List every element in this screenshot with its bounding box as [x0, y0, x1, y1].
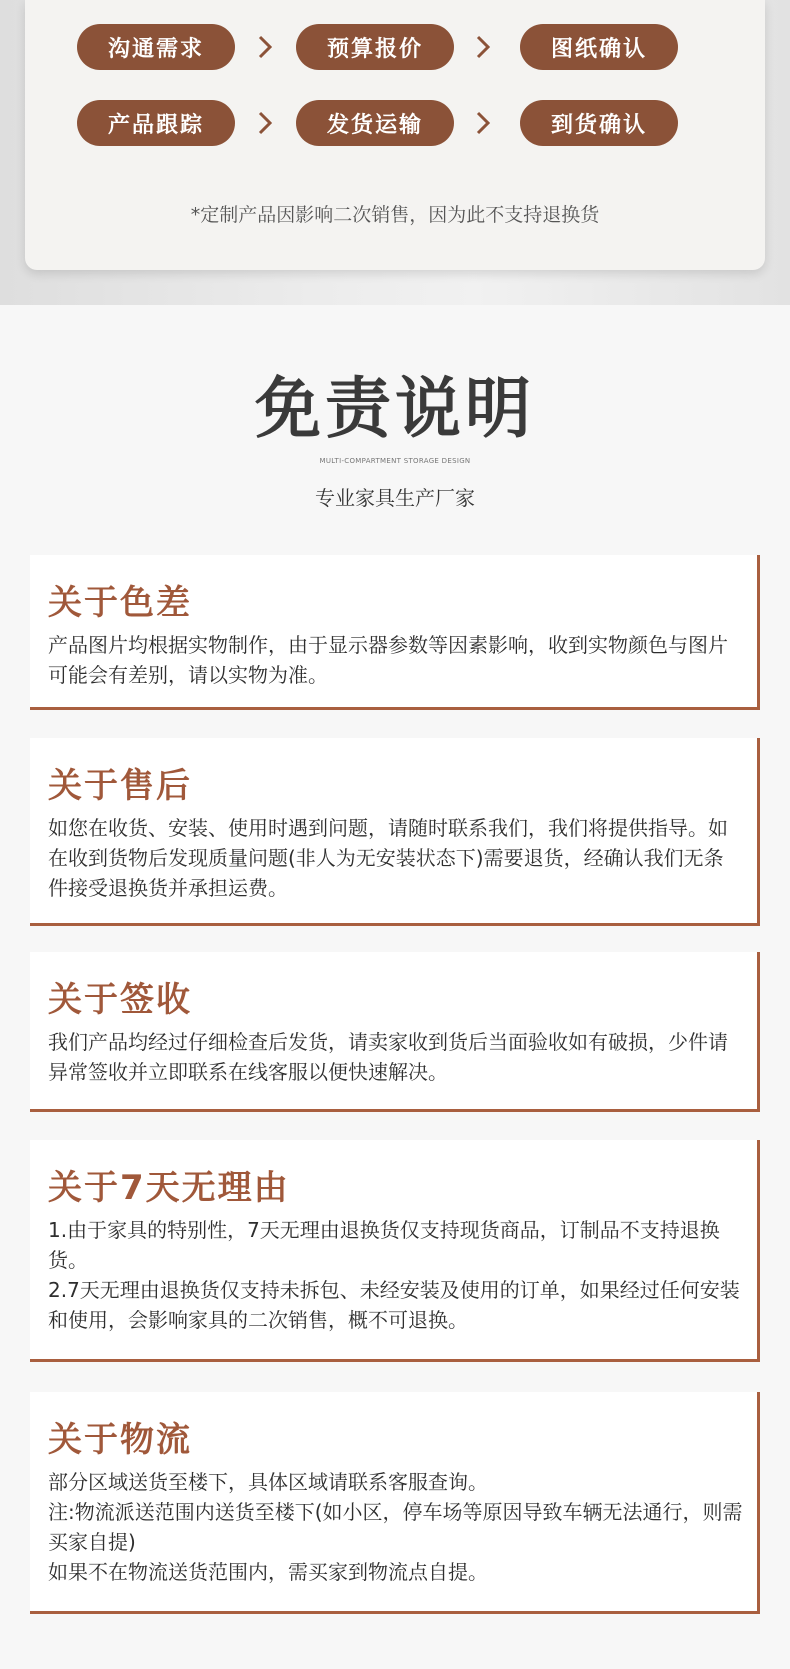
card-title: 关于售后 — [48, 766, 192, 806]
card-title: 关于色差 — [48, 583, 192, 623]
step-pill: 图纸确认 — [520, 24, 678, 70]
card-body — [48, 1215, 743, 1335]
step-pill: 预算报价 — [296, 24, 454, 70]
card-body — [48, 813, 743, 903]
card-seven-day-return — [30, 1140, 760, 1362]
subtitle-chinese: 专业家具生产厂家 — [315, 486, 475, 510]
card-logistics — [30, 1392, 760, 1614]
step-pill: 发货运输 — [296, 100, 454, 146]
process-card — [25, 0, 765, 270]
card-body — [48, 630, 743, 690]
card-text: 我们产品均经过仔细检查后发货，请卖家收到货后当面验收如有破损，少件请异常签收并立即联系在线客服以便快速解决。 — [48, 1030, 728, 1084]
card-receipt — [30, 952, 760, 1112]
card-body — [48, 1027, 743, 1087]
card-title: 关于物流 — [48, 1420, 192, 1460]
step-pill: 沟通需求 — [77, 24, 235, 70]
chevron-right-icon — [258, 111, 272, 135]
step-pill: 产品跟踪 — [77, 100, 235, 146]
card-text: 部分区域送货至楼下，具体区域请联系客服查询。 — [48, 1470, 488, 1494]
subtitle-english: MULTI-COMPARTMENT STORAGE DESIGN — [319, 457, 471, 465]
card-text: 产品图片均根据实物制作，由于显示器参数等因素影响，收到实物颜色与图片可能会有差别，请以实物为准。 — [48, 633, 728, 687]
card-text: 如您在收货、安装、使用时遇到问题，请随时联系我们，我们将提供指导。如在收到货物后发现质量问题(非人为无安装状态下)需要退货，经确认我们无条件接受退换货并承担运费。 — [48, 816, 728, 900]
chevron-right-icon — [476, 111, 490, 135]
step-pill: 到货确认 — [520, 100, 678, 146]
card-text: 2.7天无理由退换货仅支持未拆包、未经安装及使用的订单，如果经过任何安装和使用，会影响家具的二次销售，概不可退换。 — [48, 1278, 740, 1332]
process-section — [0, 0, 790, 305]
page-title: 免责说明 — [255, 369, 535, 447]
card-title: 关于7天无理由 — [48, 1168, 290, 1208]
card-text: 注:物流派送范围内送货至楼下(如小区，停车场等原因导致车辆无法通行，则需买家自提) — [48, 1500, 743, 1554]
chevron-right-icon — [258, 35, 272, 59]
chevron-right-icon — [476, 35, 490, 59]
card-title: 关于签收 — [48, 980, 192, 1020]
process-note: *定制产品因影响二次销售，因为此不支持退换货 — [190, 204, 600, 226]
card-body — [48, 1467, 743, 1587]
card-color-difference — [30, 555, 760, 710]
card-text: 1.由于家具的特别性，7天无理由退换货仅支持现货商品，订制品不支持退换货。 — [48, 1218, 720, 1272]
card-after-sales — [30, 738, 760, 926]
card-text: 如果不在物流送货范围内，需买家到物流点自提。 — [48, 1560, 488, 1584]
